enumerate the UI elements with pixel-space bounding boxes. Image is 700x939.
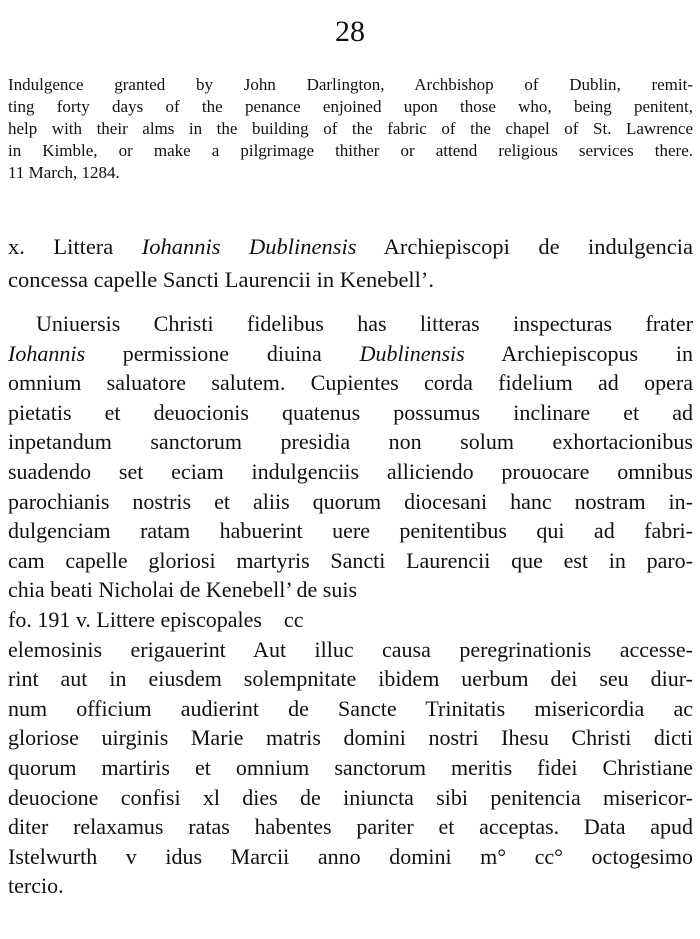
english-summary [8, 74, 693, 184]
folio-marker: fo. 191 v. Littere episcopales cc [8, 606, 304, 632]
body-line: Uniuersis Christi fidelibus has litteras inspecturas frater [36, 311, 693, 336]
summary-line: 11 March, 1284. [8, 163, 120, 182]
body-line: pietatis et deuocionis quatenus possumus inclinare et ad [8, 399, 693, 425]
summary-line: Indulgence granted by John Darlington, Archbishop of Dublin, remit- [8, 75, 693, 94]
body-line: suadendo set eciam indulgenciis alliciendo prouocare omnibus [8, 458, 693, 484]
italic-name: Iohannis [141, 234, 221, 259]
summary-line: help with their alms in the building of the fabric of the chapel of St. Lawrence [8, 119, 693, 138]
body-line: rint aut in eiusdem solempnitate ibidem uerbum dei seu diur- [8, 666, 693, 692]
document-heading [8, 230, 693, 296]
body-line: omnium saluatore salutem. Cupientes corda fidelium ad opera [8, 370, 693, 396]
body-line: elemosinis erigauerint Aut illuc causa peregrinationis accesse- [8, 636, 693, 662]
latin-text [8, 309, 693, 901]
body-line: dulgenciam ratam habuerint uere penitentibus qui ad fabri- [8, 518, 693, 544]
summary-line: in Kimble, or make a pilgrimage thither or attend religious services there. [8, 141, 693, 160]
heading-line: concessa capelle Sancti Laurencii in Kenebell’. [8, 267, 435, 292]
body-line: num officium audierint de Sancte Trinitatis misericordia ac [8, 695, 693, 721]
body-line: diter relaxamus ratas habentes pariter et acceptas. Data apud [8, 814, 693, 840]
body-line: gloriose uirginis Marie matris domini nostri Ihesu Christi dicti [8, 725, 693, 751]
italic-name: Dublinensis [248, 234, 357, 259]
italic-name: Dublinensis [359, 340, 465, 366]
body-line: Istelwurth v idus Marcii anno domini m° cc° octogesimo [8, 843, 693, 869]
body-line: cam capelle gloriosi martyris Sancti Laurencii que est in paro- [8, 547, 693, 573]
body-line: tercio. [8, 873, 64, 899]
body-line: parochianis nostris et aliis quorum diocesani hanc nostram in- [8, 488, 693, 514]
body-line: chia beati Nicholai de Kenebell’ de suis [8, 577, 358, 603]
body-line: Iohannis permissione diuina Dublinensis Archiepiscopus in [8, 340, 693, 366]
summary-line: ting forty days of the penance enjoined upon those who, being penitent, [8, 97, 693, 116]
italic-name: Iohannis [8, 340, 85, 366]
heading-line: x. Littera Iohannis Dublinensis Archiepiscopi de indulgencia [8, 234, 693, 259]
body-line: deuocione confisi xl dies de iniuncta sibi penitencia misericor- [8, 784, 693, 810]
body-line: quorum martiris et omnium sanctorum meritis fidei Christiane [8, 754, 693, 780]
page-number: 28 [335, 15, 365, 48]
body-line: inpetandum sanctorum presidia non solum exhortacionibus [8, 429, 693, 455]
